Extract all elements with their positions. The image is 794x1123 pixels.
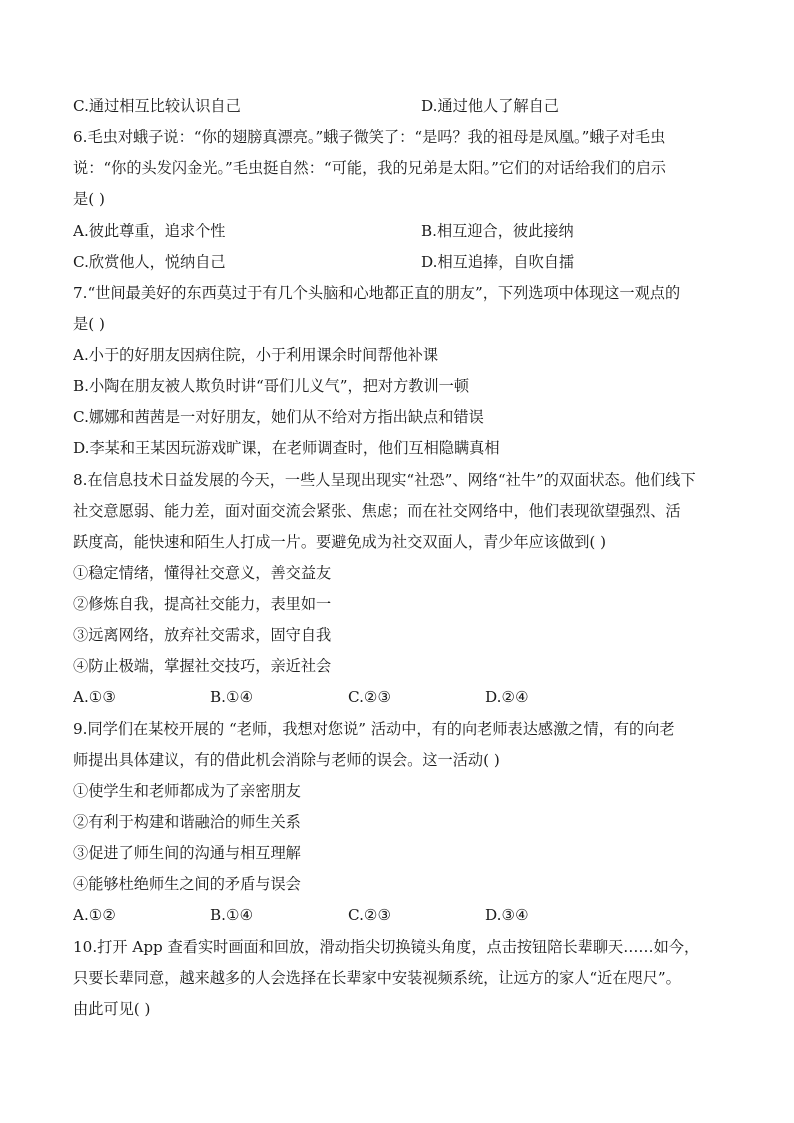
- q6-stem-line-3: 是( ): [73, 190, 105, 208]
- q9-item-4: ④能够杜绝师生之间的矛盾与误会: [73, 875, 301, 893]
- q8-stem-line-1: 8.在信息技术日益发展的今天，一些人呈现出现实“社恐”、网络“社牛”的双面状态。他们线下: [73, 471, 696, 489]
- q7-option-d: D.李某和王某因玩游戏旷课，在老师调查时，他们互相隐瞒真相: [73, 439, 500, 457]
- q6-stem-line-2: 说：“你的头发闪金光。”毛虫挺自然：“可能，我的兄弟是太阳。”它们的对话给我们的启示: [73, 159, 666, 177]
- q9-stem-line-1: 9.同学们在某校开展的 “老师，我想对您说” 活动中，有的向老师表达感激之情，有的向老: [73, 720, 675, 738]
- q8-stem-line-3: 跃度高，能快速和陌生人打成一片。要避免成为社交双面人，青少年应该做到( ): [73, 533, 607, 551]
- q6-stem-line-1: 6.毛虫对蛾子说：“你的翅膀真漂亮。”蛾子微笑了：“是吗？我的祖母是凤凰。”蛾子对毛虫: [73, 128, 666, 146]
- q8-options: [73, 686, 723, 708]
- q6-option-b: B.相互迎合，彼此接纳: [421, 222, 574, 240]
- q7-option-a: A.小于的好朋友因病住院，小于利用课余时间帮他补课: [73, 346, 439, 364]
- q6-option-a: A.彼此尊重，追求个性: [73, 222, 226, 240]
- q7-option-c: C.娜娜和茜茜是一对好朋友，她们从不给对方指出缺点和错误: [73, 408, 484, 426]
- q7-stem-line-1: 7.“世间最美好的东西莫过于有几个头脑和心地都正直的朋友”，下列选项中体现这一观点的: [73, 284, 681, 302]
- q9-option-a: A.①②: [73, 906, 117, 924]
- q8-option-d: D.②④: [485, 688, 529, 706]
- q6-options-cd: [73, 251, 723, 273]
- q6-options-ab: [73, 220, 723, 242]
- q9-item-2: ②有利于构建和谐融洽的师生关系: [73, 813, 301, 831]
- q8-option-c: C.②③: [348, 688, 392, 706]
- q9-option-d: D.③④: [485, 906, 529, 924]
- q5-option-d: D.通过他人了解自己: [421, 97, 559, 115]
- q7-option-b: B.小陶在朋友被人欺负时讲“哥们儿义气”，把对方教训一顿: [73, 377, 470, 395]
- q7-stem-line-2: 是( ): [73, 315, 105, 333]
- q6-option-c: C.欣赏他人，悦纳自己: [73, 253, 226, 271]
- q5-option-c: C.通过相互比较认识自己: [73, 97, 241, 115]
- q10-stem-line-2: 只要长辈同意，越来越多的人会选择在长辈家中安装视频系统，让远方的家人“近在咫尺”。: [73, 969, 681, 987]
- q10-stem-line-3: 由此可见( ): [73, 1000, 151, 1018]
- q9-item-1: ①使学生和老师都成为了亲密朋友: [73, 782, 301, 800]
- q6-option-d: D.相互追捧，自吹自擂: [421, 253, 575, 271]
- q8-item-3: ③远离网络，放弃社交需求，固守自我: [73, 626, 332, 644]
- q9-option-c: C.②③: [348, 906, 392, 924]
- q9-item-3: ③促进了师生间的沟通与相互理解: [73, 844, 301, 862]
- q10-stem-line-1: 10.打开 App 查看实时画面和回放，滑动指尖切换镜头角度，点击按钮陪长辈聊天……如今，: [73, 938, 700, 956]
- q9-option-b: B.①④: [210, 906, 254, 924]
- q8-option-b: B.①④: [210, 688, 254, 706]
- q9-options: [73, 904, 723, 926]
- q8-option-a: A.①③: [73, 688, 117, 706]
- q8-item-4: ④防止极端，掌握社交技巧，亲近社会: [73, 657, 332, 675]
- q8-item-1: ①稳定情绪，懂得社交意义，善交益友: [73, 564, 332, 582]
- q9-stem-line-2: 师提出具体建议，有的借此机会消除与老师的误会。这一活动( ): [73, 751, 500, 769]
- q8-stem-line-2: 社交意愿弱、能力差，面对面交流会紧张、焦虑；而在社交网络中，他们表现欲望强烈、活: [73, 502, 681, 520]
- q8-item-2: ②修炼自我，提高社交能力，表里如一: [73, 595, 332, 613]
- q5-options-cd: [73, 95, 723, 117]
